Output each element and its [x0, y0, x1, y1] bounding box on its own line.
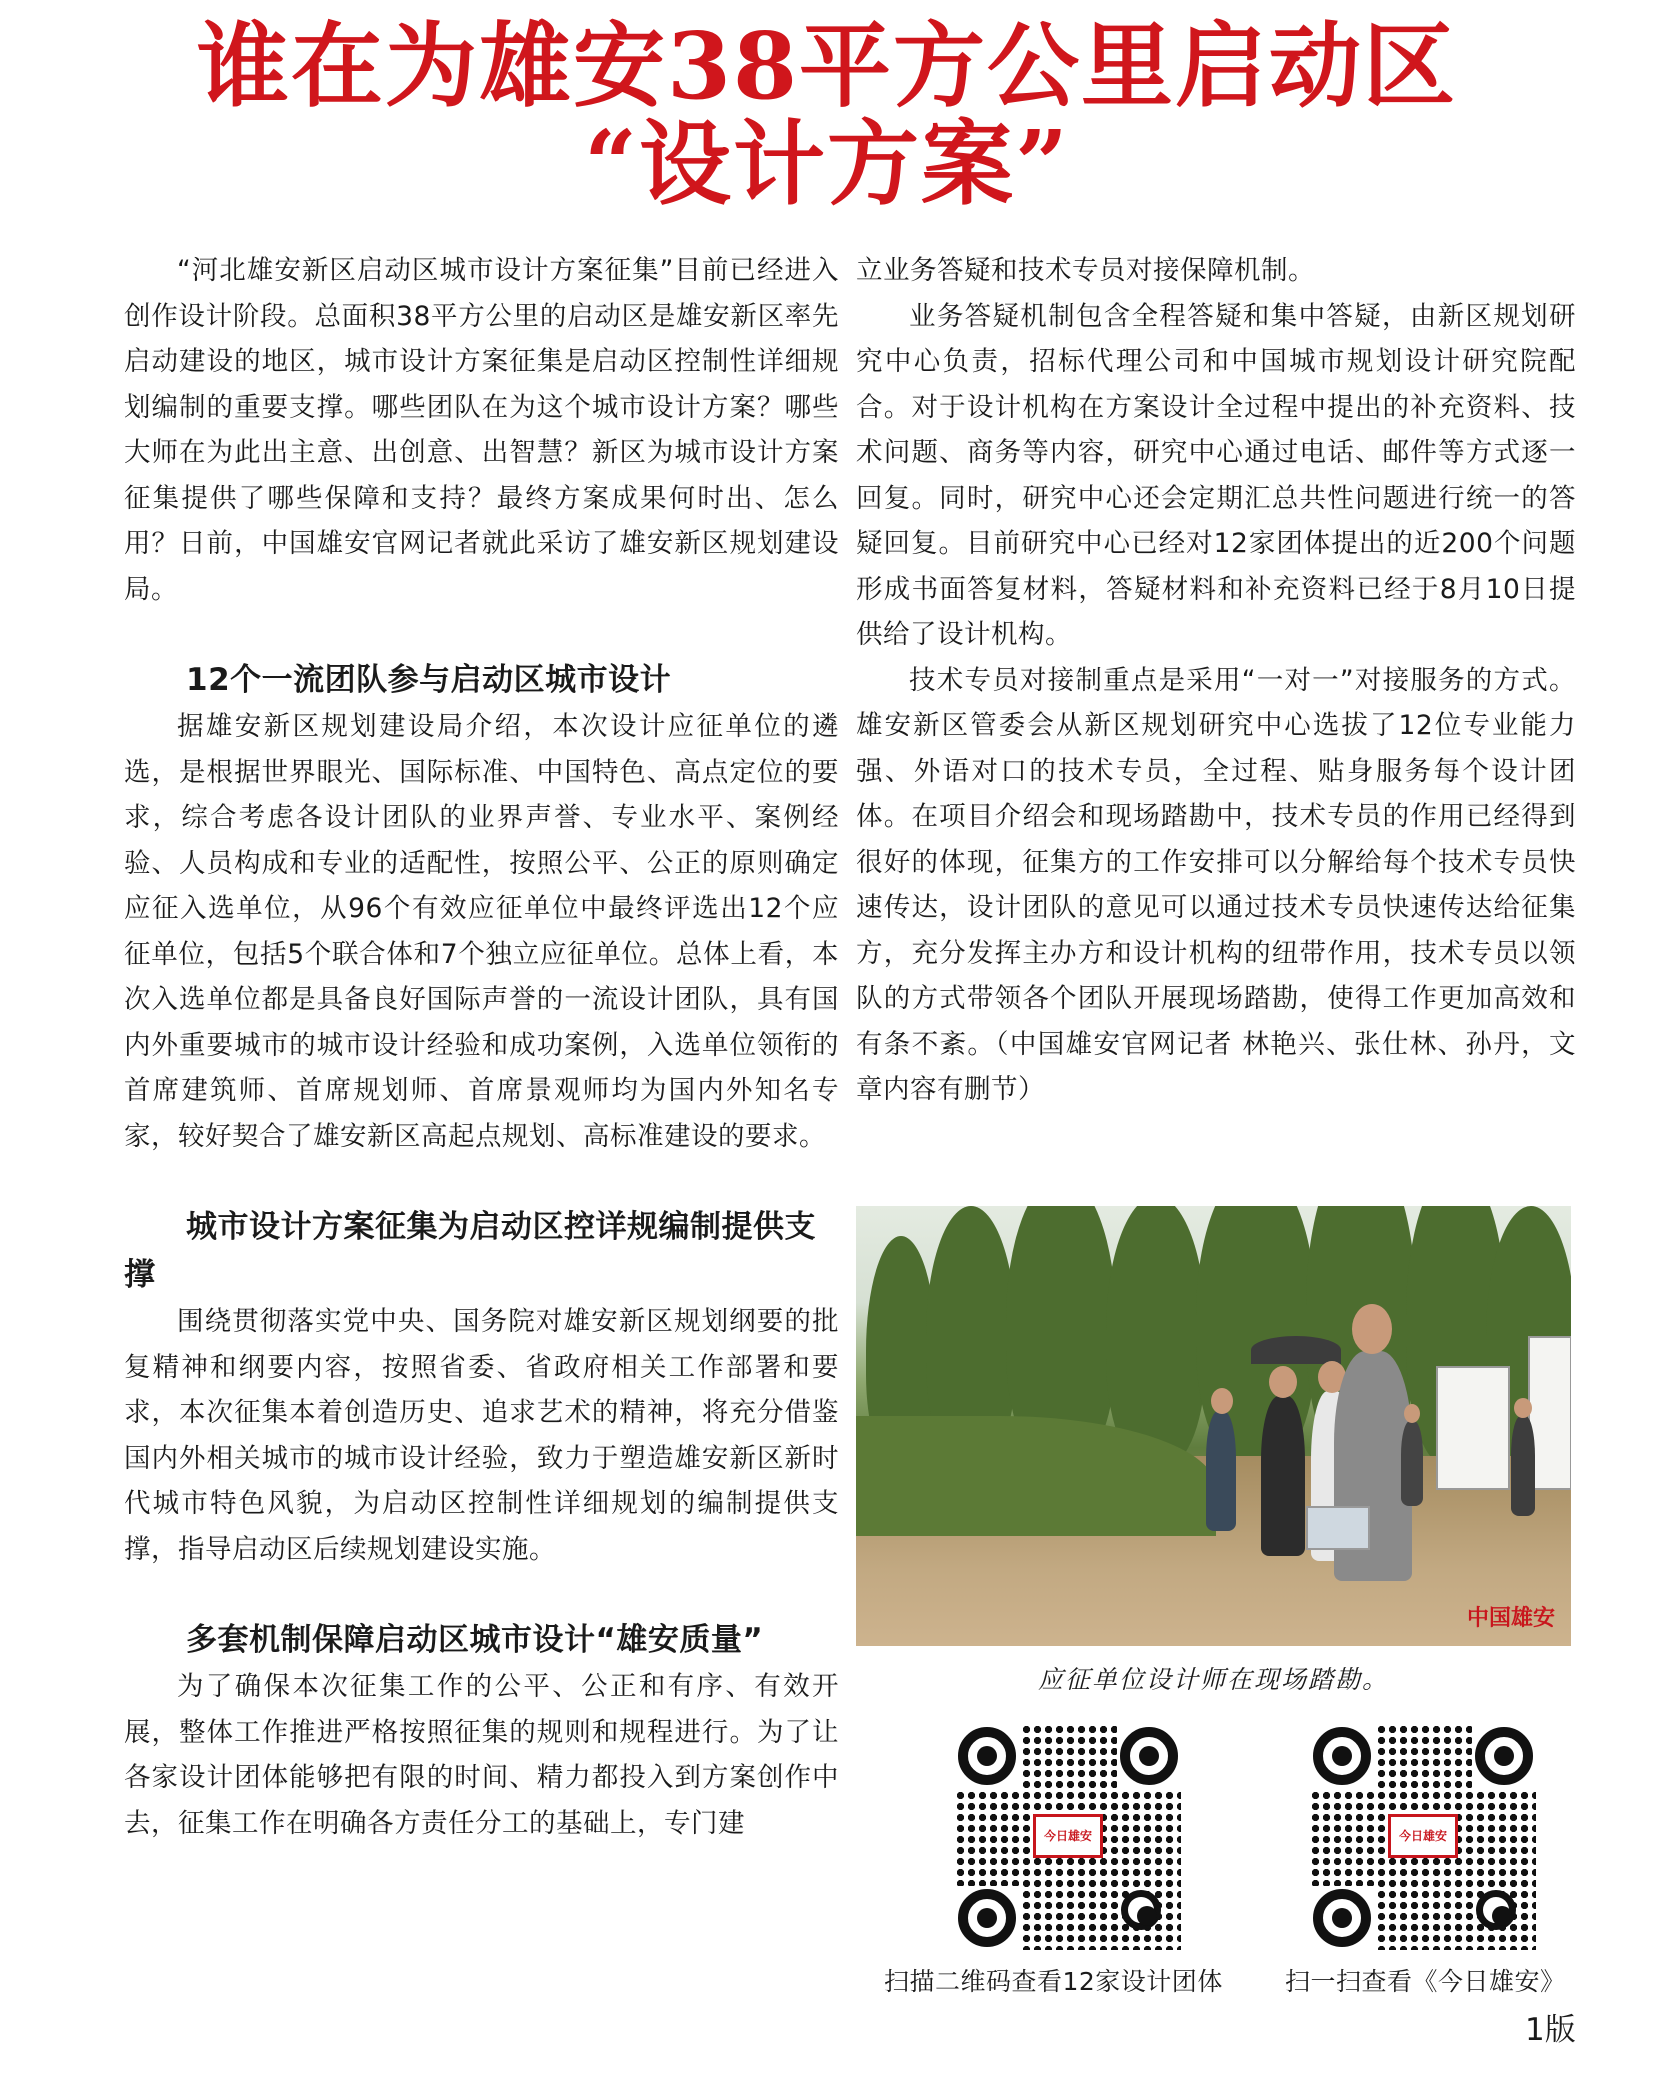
- section2-heading: 城市设计方案征集为启动区控详规编制提供支撑: [124, 1209, 816, 1293]
- tech-liaison-paragraph: 技术专员对接制重点是采用“一对一”对接服务的方式。雄安新区管委会从新区规划研究中心选拔了12位专业能力强、外语对口的技术专员，全过程、贴身服务每个设计团体。在项目介绍会和现场踏勘中，技术专员的作用已经得到很好的体现，征集方的工作安排可以分解给每个技术专员快速传达，设计团队的意见可以通过技术专员快速传达给征集方，充分发挥主办方和设计机构的纽带作用，技术专员以领队的方式带领各个团队开展现场踏勘，使得工作更加高效和有条不紊。（中国雄安官网记者 林艳兴、张仕林、孙丹，文章内容有删节）: [856, 664, 1576, 1105]
- qr-center-logo: 今日雄安: [1388, 1814, 1458, 1858]
- qr-caption-today-xiongan: 扫一扫查看《今日雄安》: [1285, 1967, 1566, 1996]
- section3-heading: 多套机制保障启动区城市设计“雄安质量”: [186, 1622, 764, 1658]
- right-column: [856, 248, 1576, 1113]
- site-survey-photo: [856, 1206, 1571, 1646]
- photo-watermark: 中国雄安: [1466, 1605, 1555, 1631]
- qa-mechanism-paragraph: 业务答疑机制包含全程答疑和集中答疑，由新区规划研究中心负责，招标代理公司和中国城市规划设计研究院配合。对于设计机构在方案设计全过程中提出的补充资料、技术问题、商务等内容，研究中心通过电话、邮件等方式逐一回复。同时，研究中心还会定期汇总共性问题进行统一的答疑回复。目前研究中心已经对12家团体提出的近200个问题形成书面答复材料，答疑材料和补充资料已经于8月10日提供给了设计机构。: [856, 300, 1576, 650]
- qr-center-logo: 今日雄安: [1033, 1814, 1103, 1858]
- qr-caption-design-teams: 扫描二维码查看12家设计团体: [884, 1967, 1223, 1996]
- photo-caption: 应征单位设计师在现场踏勘。: [1037, 1665, 1389, 1694]
- section1-paragraph: 据雄安新区规划建设局介绍，本次设计应征单位的遴选，是根据世界眼光、国际标准、中国特色、高点定位的要求，综合考虑各设计团队的业界声誉、专业水平、案例经验、人员构成和专业的适配性，按照公平、公正的原则确定应征入选单位，从96个有效应征单位中最终评选出12个应征单位，包括5个联合体和7个独立应征单位。总体上看，本次入选单位都是具备良好国际声誉的一流设计团队，具有国内外重要城市的城市设计经验和成功案例，入选单位领衔的首席建筑师、首席规划师、首席景观师均为国内外知名专家，较好契合了雄安新区高起点规划、高标准建设的要求。: [124, 711, 839, 1152]
- left-column: [124, 248, 839, 1846]
- qr-code-today-xiongan[interactable]: [1310, 1724, 1536, 1950]
- section1-heading: 12个一流团队参与启动区城市设计: [186, 662, 672, 698]
- intro-paragraph: “河北雄安新区启动区城市设计方案征集”目前已经进入创作设计阶段。总面积38平方公里的启动区是雄安新区率先启动建设的地区，城市设计方案征集是启动区控制性详细规划编制的重要支撑。哪些团队在为这个城市设计方案？哪些大师在为此出主意、出创意、出智慧？新区为城市设计方案征集提供了哪些保障和支持？最终方案成果何时出、怎么用？日前，中国雄安官网记者就此采访了雄安新区规划建设局。: [124, 255, 839, 605]
- headline-line-1: 谁在为雄安38平方公里启动区: [196, 12, 1458, 120]
- headline-line-2: “设计方案”: [584, 110, 1070, 218]
- continuation-paragraph: 立业务答疑和技术专员对接保障机制。: [856, 255, 1315, 286]
- section3-paragraph: 为了确保本次征集工作的公平、公正和有序、有效开展，整体工作推进严格按照征集的规则和规程进行。为了让各家设计团体能够把有限的时间、精力都投入到方案创作中去，征集工作在明确各方责任分工的基础上，专门建: [124, 1671, 839, 1839]
- qr-code-design-teams[interactable]: [955, 1724, 1181, 1950]
- page-number: 1版: [1525, 2012, 1576, 2048]
- section2-paragraph: 围绕贯彻落实党中央、国务院对雄安新区规划纲要的批复精神和纲要内容，按照省委、省政府相关工作部署和要求，本次征集本着创造历史、追求艺术的精神，将充分借鉴国内外相关城市的城市设计经验，致力于塑造雄安新区新时代城市特色风貌，为启动区控制性详细规划的编制提供支撑，指导启动区后续规划建设实施。: [124, 1306, 839, 1565]
